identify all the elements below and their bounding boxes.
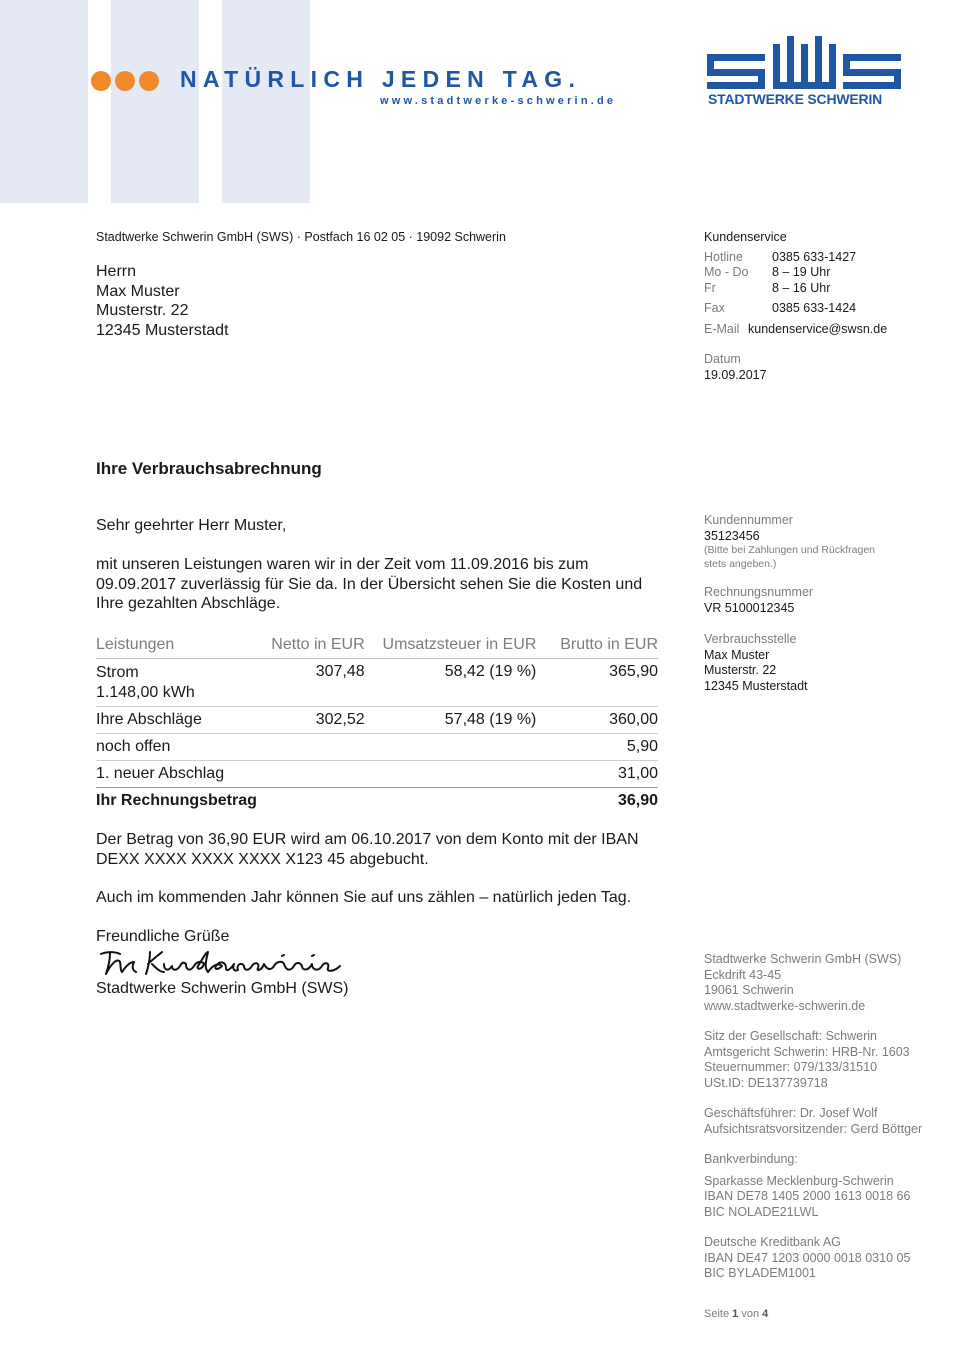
row-label: noch offen: [96, 734, 257, 761]
sender-line: Stadtwerke Schwerin GmbH (SWS) · Postfach 16 02 05 · 19092 Schwerin: [96, 230, 506, 244]
col-header-ust: Umsatzsteuer in EUR: [365, 632, 537, 659]
row-ust: [365, 734, 537, 761]
row-ust: [365, 761, 537, 788]
page-prefix: Seite: [704, 1308, 730, 1320]
intro-text: mit unseren Leistungen waren wir in der Zeit vom 11.09.2016 bis zum 09.09.2017 zuverlässig für Sie da. In der Übersicht sehen Sie die Kosten und Ihre gezahlten Abschläge.: [96, 556, 643, 612]
row-netto: [257, 734, 365, 761]
page-sep: von: [741, 1308, 760, 1320]
slogan: NATÜRLICH JEDEN TAG.: [180, 66, 582, 92]
row-brutto: 36,90: [617, 792, 658, 809]
col-header-netto: Netto in EUR: [257, 632, 365, 659]
table-row: [96, 659, 658, 707]
date-label: Datum: [704, 352, 741, 366]
company-info: [704, 952, 922, 1282]
bank-heading: Bankverbindung:: [704, 1152, 798, 1166]
greeting: Sehr geehrter Herr Muster,: [96, 517, 287, 534]
service-block: [704, 230, 887, 383]
row-brutto: 365,90: [536, 659, 658, 707]
row-brutto: 5,90: [536, 734, 658, 761]
management-line: Geschäftsführer: Dr. Josef Wolf: [704, 1106, 878, 1120]
bank2-line: IBAN DE47 1203 0000 0018 0310 05: [704, 1250, 911, 1265]
recipient-name: Max Muster: [96, 282, 180, 300]
page-title: Ihre Verbrauchsabrechnung: [96, 459, 322, 478]
row-ust: 58,42 (19 %): [365, 659, 537, 707]
legal-line: USt.ID: DE137739718: [704, 1075, 828, 1090]
invoice-no: VR 5100012345: [704, 600, 795, 615]
monthu-label: Mo - Do: [704, 265, 749, 279]
recipient-street: Musterstr. 22: [96, 302, 189, 319]
table-row-total: [96, 788, 658, 815]
email-label: E-Mail: [704, 321, 740, 336]
table-row: [96, 707, 658, 734]
bank1-line: BIC NOLADE21LWL: [704, 1204, 819, 1219]
site-city: 12345 Musterstadt: [704, 678, 808, 693]
fax-value: 0385 633-1424: [772, 301, 857, 315]
invoice-no-label: Rechnungsnummer: [704, 585, 814, 599]
site-label: Verbrauchsstelle: [704, 632, 797, 646]
company-line: Eckdrift 43-45: [704, 967, 782, 982]
logo-text: STADTWERKE SCHWERIN: [708, 91, 883, 107]
account-block: [704, 513, 875, 694]
fax-label: Fax: [704, 301, 725, 315]
col-header-brutto: Brutto in EUR: [536, 632, 658, 659]
col-header-leistungen: Leistungen: [96, 632, 257, 659]
customer-note-1: (Bitte bei Zahlungen und Rückfragen: [704, 544, 876, 556]
row-sublabel: 1.148,00 kWh: [96, 683, 195, 701]
header-stripe-2: [111, 0, 199, 203]
table-row: [96, 761, 658, 788]
fri-value: 8 – 16 Uhr: [772, 280, 831, 295]
row-netto: 307,48: [257, 659, 365, 707]
recipient-address: [96, 262, 229, 340]
sws-logo-icon: [707, 36, 901, 92]
company-line: Stadtwerke Schwerin GmbH (SWS): [704, 952, 902, 966]
bank1-line: IBAN DE78 1405 2000 1613 0018 66: [704, 1189, 911, 1203]
page-current: 1: [732, 1308, 739, 1320]
hotline-label: Hotline: [704, 249, 743, 264]
row-brutto: 360,00: [536, 707, 658, 734]
table-row: [96, 734, 658, 761]
slogan-url: www.stadtwerke-schwerin.de: [380, 95, 617, 107]
bank2-line: Deutsche Kreditbank AG: [704, 1235, 841, 1249]
row-brutto: 31,00: [536, 761, 658, 788]
recipient-city: 12345 Musterstadt: [96, 321, 229, 339]
company-line: 19061 Schwerin: [704, 983, 794, 997]
monthu-value: 8 – 19 Uhr: [772, 265, 831, 279]
hotline-value: 0385 633-1427: [772, 249, 857, 264]
outro-text: Auch im kommenden Jahr können Sie auf uns zählen – natürlich jeden Tag.: [96, 889, 632, 906]
row-label: Ihr Rechnungsbetrag: [96, 792, 257, 809]
company-website-link[interactable]: www.stadtwerke-schwerin.de: [704, 998, 866, 1013]
customer-no: 35123456: [704, 528, 760, 543]
row-netto: [257, 761, 365, 788]
debit-text: Der Betrag von 36,90 EUR wird am 06.10.2017 von dem Konto mit der IBAN DEXX XXXX XXXX XXXX X123 45 abgebucht.: [96, 831, 639, 868]
closing-text: Freundliche Grüße: [96, 928, 230, 945]
page-total: 4: [762, 1308, 769, 1320]
recipient-salutation: Herrn: [96, 263, 137, 280]
site-street: Musterstr. 22: [704, 663, 777, 677]
row-netto: 302,52: [257, 707, 365, 734]
row-label: 1. neuer Abschlag: [96, 761, 257, 788]
signer-text: Stadtwerke Schwerin GmbH (SWS): [96, 980, 349, 997]
customer-no-label: Kundennummer: [704, 513, 793, 527]
customer-note-2: stets angeben.): [704, 557, 777, 570]
row-ust: 57,48 (19 %): [365, 707, 537, 734]
service-heading: Kundenservice: [704, 230, 787, 244]
row-ust: [365, 788, 537, 815]
header-stripe-3: [222, 0, 310, 203]
page-number: [704, 1307, 768, 1323]
bank2-line: BIC BYLADEM1001: [704, 1266, 816, 1280]
header-stripe-1: [0, 0, 88, 203]
fri-label: Fr: [704, 280, 716, 295]
site-name: Max Muster: [704, 647, 770, 662]
row-label: Ihre Abschläge: [96, 707, 257, 734]
signature: [98, 948, 343, 978]
cost-table: [96, 632, 658, 815]
email-value[interactable]: kundenservice@swsn.de: [748, 321, 888, 336]
row-label: Strom: [96, 664, 139, 681]
management-line: Aufsichtsratsvorsitzender: Gerd Böttger: [704, 1121, 923, 1136]
date-value: 19.09.2017: [704, 367, 767, 382]
bank1-line: Sparkasse Mecklenburg-Schwerin: [704, 1173, 894, 1188]
legal-line: Sitz der Gesellschaft: Schwerin: [704, 1029, 877, 1043]
legal-line: Steuernummer: 079/133/31510: [704, 1060, 878, 1074]
row-netto: [257, 788, 365, 815]
legal-line: Amtsgericht Schwerin: HRB-Nr. 1603: [704, 1044, 910, 1059]
